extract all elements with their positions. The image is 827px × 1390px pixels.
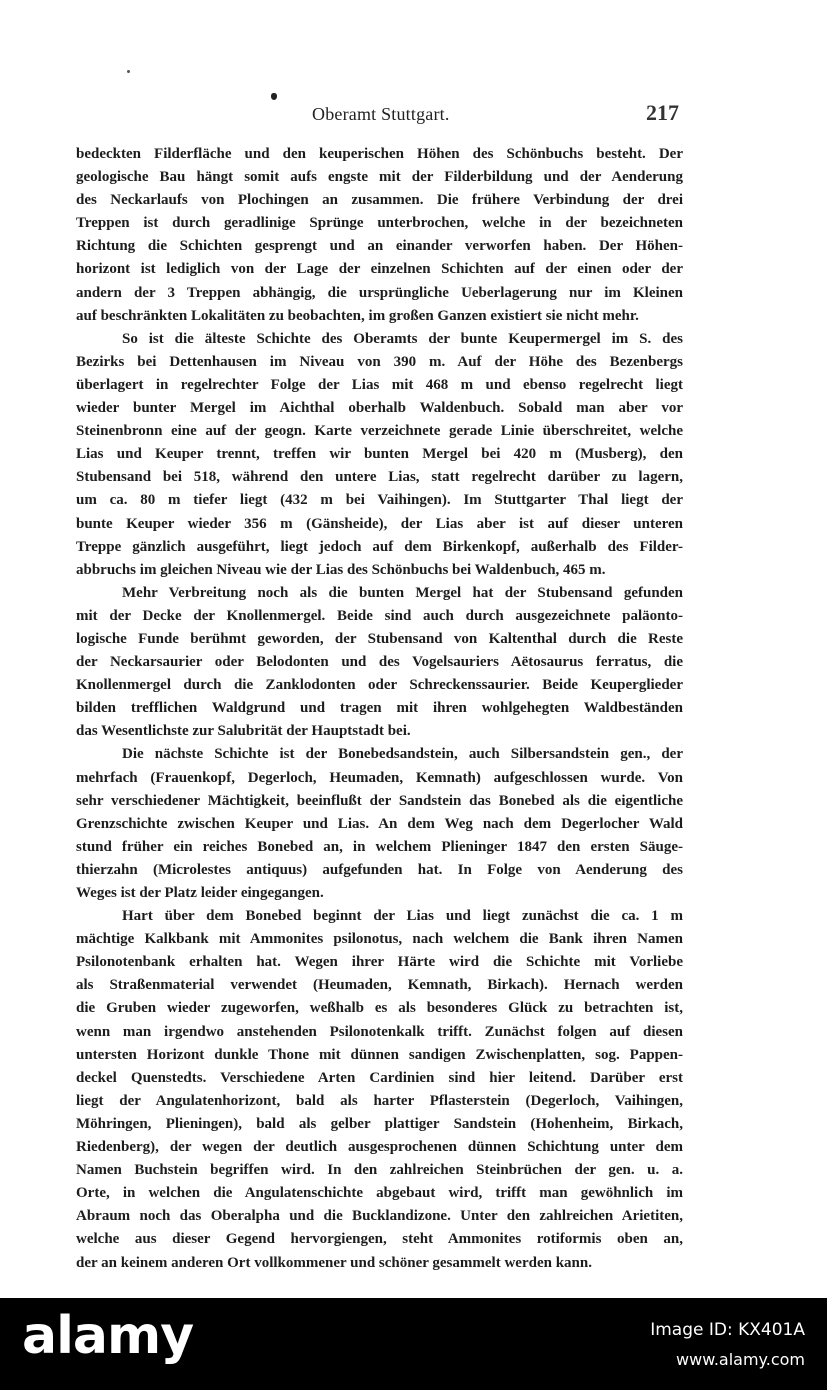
text-line: Namen Buchstein begriffen wird. In den zahlreichen Steinbrüchen der gen. u. a. — [76, 1162, 683, 1179]
text-line: mit der Decke der Knollenmergel. Beide sind auch durch ausgezeichnete paläonto- — [76, 607, 683, 624]
text-line: mehrfach (Frauenkopf, Degerloch, Heumaden, Kemnath) aufgeschlossen wurde. Von — [76, 769, 683, 786]
text-line: die Gruben wieder zugeworfen, weßhalb es als besonderes Glück zu betrachten ist, — [76, 1000, 683, 1017]
text-line: Orte, in welchen die Angulatenschichte abgebaut wird, trifft man gewöhnlich im — [76, 1185, 683, 1202]
running-head — [0, 100, 827, 130]
text-line: untersten Horizont dunkle Thone mit dünnen sandigen Zwischenplatten, sog. Pappen- — [76, 1046, 683, 1063]
text-line: mächtige Kalkbank mit Ammonites psilonotus, nach welchem die Bank ihren Namen — [76, 931, 683, 948]
text-line: Hart über dem Bonebed beginnt der Lias und liegt zunächst die ca. 1 m — [122, 908, 683, 925]
speck-mark — [127, 70, 130, 73]
page-number: 217 — [646, 100, 679, 125]
text-line: Bezirks bei Dettenhausen im Niveau von 390 m. Auf der Höhe des Bezenbergs — [76, 353, 683, 370]
text-line: Psilonotenbank erhalten hat. Wegen ihrer Härte wird die Schichte mit Vorliebe — [76, 954, 683, 971]
image-id-label: Image ID: KX401A — [650, 1320, 805, 1340]
body-text — [76, 143, 683, 1275]
text-line: Stubensand bei 518, während den untere Lias, statt regelrecht darüber zu lagern, — [76, 469, 683, 486]
text-line: auf beschränkten Lokalitäten zu beobachten, im großen Ganzen existiert sie nicht mehr. — [76, 307, 639, 324]
text-line: Steinenbronn eine auf der geogn. Karte verzeichnete gerade Linie überschreitet, welche — [76, 423, 683, 440]
text-line: geologische Bau hängt somit aufs engste mit der Filderbildung und der Aenderung — [76, 169, 683, 186]
text-line: horizont ist lediglich von der Lage der einzelnen Schichten auf der einen oder der — [76, 261, 683, 278]
text-line: wieder bunter Mergel im Aichthal oberhalb Waldenbuch. Sobald man aber vor — [76, 400, 683, 417]
text-line: Die nächste Schichte ist der Bonebedsandstein, auch Silbersandstein gen., der — [122, 746, 683, 763]
ink-mark — [271, 93, 277, 100]
text-line: abbruchs im gleichen Niveau wie der Lias des Schönbuchs bei Waldenbuch, 465 m. — [76, 561, 606, 578]
text-line: als Straßenmaterial verwendet (Heumaden, Kemnath, Birkach). Hernach werden — [76, 977, 683, 994]
paragraph — [76, 743, 683, 905]
text-line: andern der 3 Treppen abhängig, die ursprüngliche Ueberlagerung nur im Kleinen — [76, 284, 683, 301]
text-line: bilden trefflichen Waldgrund und tragen mit ihren wohlgehegten Waldbeständen — [76, 700, 683, 717]
paragraph — [76, 582, 683, 744]
text-line: das Wesentlichste zur Salubrität der Hauptstadt bei. — [76, 723, 411, 740]
text-line: Treppe gänzlich ausgeführt, liegt jedoch auf dem Birkenkopf, außerhalb des Filder- — [76, 538, 683, 555]
text-line: der an keinem anderen Ort vollkommener und schöner gesammelt werden kann. — [76, 1254, 592, 1271]
paragraph — [76, 143, 683, 328]
text-line: Möhringen, Plieningen), bald als gelber plattiger Sandstein (Hohenheim, Birkach, — [76, 1115, 683, 1132]
text-line: deckel Quenstedts. Verschiedene Arten Cardinien sind hier leitend. Darüber erst — [76, 1069, 683, 1086]
watermark-banner — [0, 1298, 827, 1390]
running-head-title: Oberamt Stuttgart. — [312, 104, 450, 124]
text-line: des Neckarlaufs von Plochingen an zusammen. Die frühere Verbindung der drei — [76, 192, 683, 209]
paragraph — [76, 905, 683, 1275]
text-line: logische Funde berühmt geworden, der Stubensand von Kaltenthal durch die Reste — [76, 630, 683, 647]
footer-url: www.alamy.com — [676, 1350, 805, 1369]
text-line: liegt der Angulatenhorizont, bald als harter Pflasterstein (Degerloch, Vaihingen, — [76, 1092, 683, 1109]
text-line: sehr verschiedener Mächtigkeit, beeinflußt der Sandstein das Bonebed als die eigentliche — [76, 792, 683, 809]
text-line: wenn man irgendwo anstehenden Psilonotenkalk trifft. Zunächst folgen auf diesen — [76, 1023, 683, 1040]
text-line: Grenzschichte zwischen Keuper und Lias. An dem Weg nach dem Degerlocher Wald — [76, 815, 683, 832]
text-line: Weges ist der Platz leider eingegangen. — [76, 885, 324, 901]
text-line: stund früher ein reiches Bonebed an, in welchem Plieninger 1847 den ersten Säuge- — [76, 838, 683, 855]
alamy-logo: alamy — [22, 1306, 194, 1366]
text-line: bunte Keuper wieder 356 m (Gänsheide), der Lias aber ist auf dieser unteren — [76, 515, 683, 532]
text-line: der Neckarsaurier oder Belodonten und des Vogelsauriers Aëtosaurus ferratus, die — [76, 654, 683, 671]
text-line: welche aus dieser Gegend hervorgiengen, steht Ammonites rotiformis oben an, — [76, 1231, 683, 1248]
text-line: Abraum noch das Oberalpha und die Bucklandizone. Unter den zahlreichen Arietiten, — [76, 1208, 683, 1225]
text-line: Richtung die Schichten gesprengt und an einander verworfen haben. Der Höhen- — [76, 238, 683, 255]
text-line: bedeckten Filderfläche und den keuperischen Höhen des Schönbuchs besteht. Der — [76, 146, 683, 162]
text-line: Lias und Keuper trennt, treffen wir bunten Mergel bei 420 m (Musberg), den — [76, 446, 683, 463]
text-line: Riedenberg), der wegen der deutlich ausgesprochenen dünnen Schichtung unter dem — [76, 1139, 683, 1156]
text-line: So ist die älteste Schichte des Oberamts der bunte Keupermergel im S. des — [122, 330, 683, 347]
text-line: Mehr Verbreitung noch als die bunten Mergel hat der Stubensand gefunden — [122, 584, 683, 601]
text-line: thierzahn (Microlestes antiquus) aufgefunden hat. In Folge von Aenderung des — [76, 861, 683, 878]
text-line: um ca. 80 m tiefer liegt (432 m bei Vaihingen). Im Stuttgarter Thal liegt der — [76, 492, 683, 509]
text-line: Treppen ist durch geradlinige Sprünge unterbrochen, welche in der bezeichneten — [76, 215, 683, 232]
text-line: überlagert in regelrechter Folge der Lias mit 468 m und ebenso regelrecht liegt — [76, 376, 683, 393]
text-line: Knollenmergel durch die Zanklodonten oder Schreckenssaurier. Beide Keuperglieder — [76, 677, 683, 694]
paragraph — [76, 328, 683, 582]
